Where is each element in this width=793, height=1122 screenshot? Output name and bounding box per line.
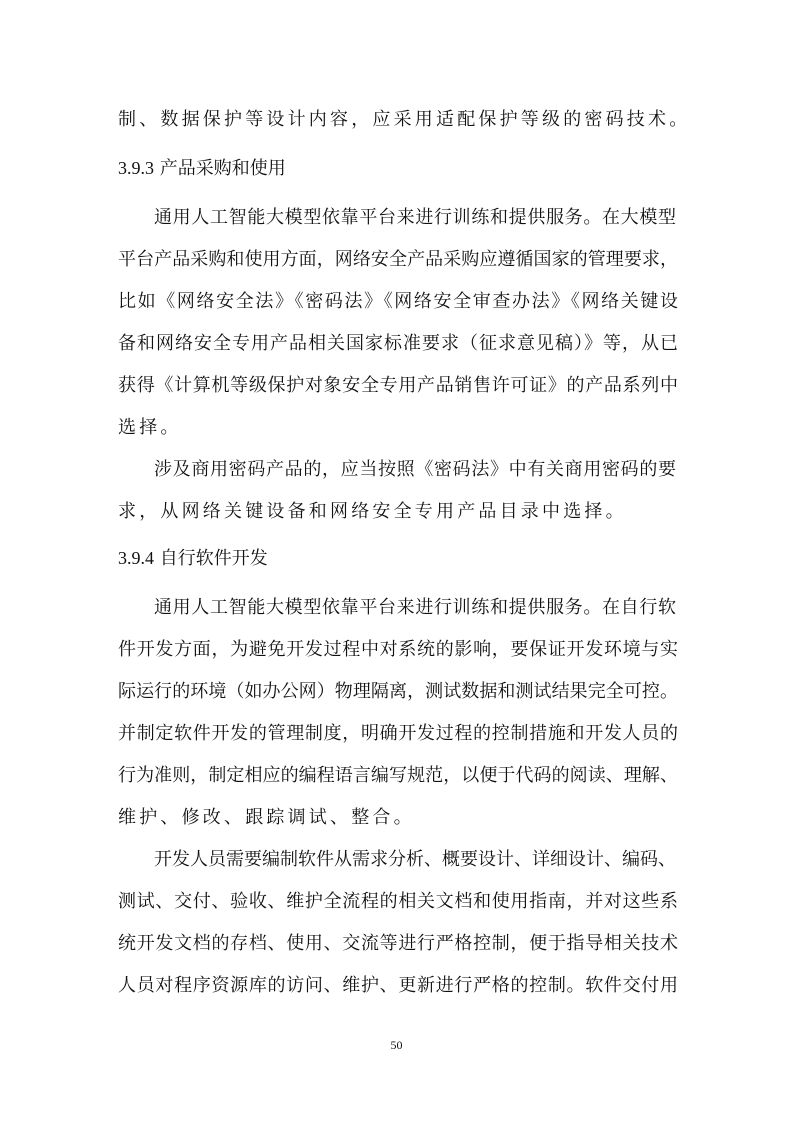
section-title: 产品采购和使用: [159, 158, 286, 179]
paragraph-line: 并制定软件开发的管理制度，明确开发过程的控制措施和开发人员的: [118, 723, 678, 744]
paragraph-line: 人员对程序资源库的访问、维护、更新进行严格的控制。软件交付用: [118, 975, 678, 996]
section-number: 3.9.4: [118, 548, 154, 568]
paragraph-line: 通用人工智能大模型依靠平台来进行训练和提供服务。在大模型: [154, 207, 676, 228]
paragraph-line: 比如《网络安全法》《密码法》《网络安全审查办法》《网络关键设: [118, 291, 678, 312]
section-number: 3.9.3: [118, 158, 154, 178]
section-heading-3-9-3: [118, 156, 286, 181]
paragraph-line: 求，从网络关键设备和网络安全专用产品目录中选择。: [118, 501, 627, 522]
paragraph-line: 开发人员需要编制软件从需求分析、概要设计、详细设计、编码、: [154, 849, 676, 870]
paragraph-line: 维护、修改、跟踪调试、整合。: [118, 807, 415, 828]
paragraph-line: 行为准则，制定相应的编程语言编写规范，以便于代码的阅读、理解、: [118, 765, 678, 786]
text-line-0: 制、数据保护等设计内容，应采用适配保护等级的密码技术。: [118, 109, 691, 130]
paragraph-line: 统开发文档的存档、使用、交流等进行严格控制，便于指导相关技术: [118, 933, 678, 954]
section-heading-3-9-4: [118, 546, 268, 571]
page-number: 50: [390, 1038, 403, 1052]
paragraph-line: 涉及商用密码产品的，应当按照《密码法》中有关商用密码的要: [154, 459, 676, 480]
section-title: 自行软件开发: [159, 548, 268, 569]
paragraph-line: 备和网络安全专用产品相关国家标准要求（征求意见稿）》等，从已: [118, 333, 678, 354]
paragraph-line: 选择。: [118, 417, 182, 438]
paragraph-line: 平台产品采购和使用方面，网络安全产品采购应遵循国家的管理要求，: [118, 249, 678, 270]
paragraph-line: 际运行的环境（如办公网）物理隔离，测试数据和测试结果完全可控。: [118, 681, 678, 702]
paragraph-line: 测试、交付、验收、维护全流程的相关文档和使用指南，并对这些系: [118, 891, 678, 912]
paragraph-line: 件开发方面，为避免开发过程中对系统的影响，要保证开发环境与实: [118, 639, 678, 660]
paragraph-line: 获得《计算机等级保护对象安全专用产品销售许可证》的产品系列中: [118, 375, 678, 396]
paragraph-line: 通用人工智能大模型依靠平台来进行训练和提供服务。在自行软: [154, 597, 676, 618]
